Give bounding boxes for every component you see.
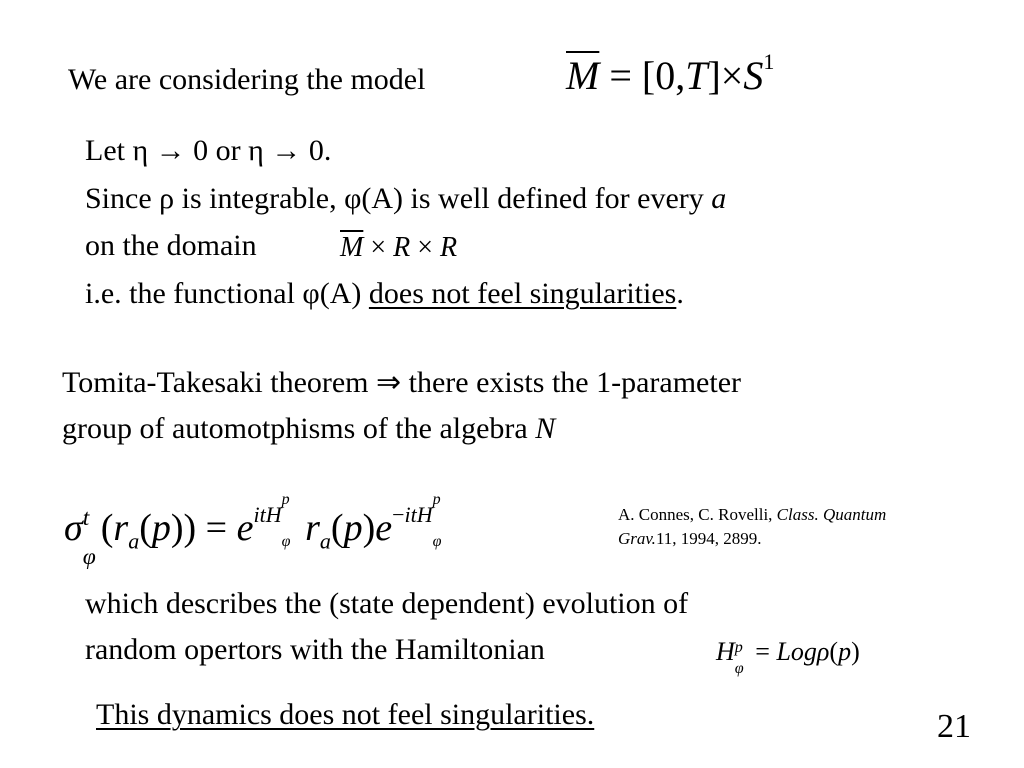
reference-journal-1: Class. Quantum	[776, 505, 887, 524]
reference-authors: A. Connes, C. Rovelli,	[618, 505, 777, 524]
model-formula: $\overline{M} = [0,T]\times S^1$	[566, 48, 775, 98]
conclusion: This dynamics does not feel singularities.	[96, 698, 595, 731]
theorem-line-1: Tomita-Takesaki theorem ⇒ there exists the 1-parameter	[62, 366, 741, 399]
integrable-line	[85, 181, 726, 217]
domain-text: on the domain	[85, 229, 257, 262]
intro-line	[68, 62, 425, 98]
var-a: a	[711, 182, 727, 215]
reference-details: 11, 1994, 2899.	[655, 529, 762, 548]
integrable-text: Since ρ is integrable, φ(A) is well defined for every	[85, 182, 712, 215]
evolution-line-2: random opertors with the Hamiltonian	[85, 633, 545, 666]
evolution-line-1: which describes the (state dependent) evolution of	[85, 587, 689, 620]
limit-line: Let η → 0 or η → 0.	[85, 134, 332, 167]
page-number: 21	[937, 708, 971, 745]
functional-text: i.e. the functional φ(A)	[85, 277, 369, 310]
theorem-text: group of automotphisms of the algebra	[62, 412, 536, 445]
reference	[618, 503, 886, 551]
hamiltonian-formula: H φ p = Logρ(p)	[716, 637, 860, 678]
domain-formula: $\overline{M} \times R \times R$	[340, 232, 458, 263]
functional-suffix: .	[676, 277, 684, 310]
reference-journal-2: Grav.	[618, 529, 656, 548]
singularities-underlined: does not feel singularities	[368, 277, 677, 310]
functional-line	[85, 276, 684, 312]
theorem-line-2	[62, 411, 555, 447]
intro-text: We are considering the model	[68, 63, 426, 96]
domain-line	[85, 228, 257, 264]
var-n: N	[535, 412, 556, 445]
evolution-equation: σ φ t $(r_a(p)) = e^{itH \varphi p}$ $r_a(p)e^{-itH \varphi p}$	[64, 491, 442, 571]
